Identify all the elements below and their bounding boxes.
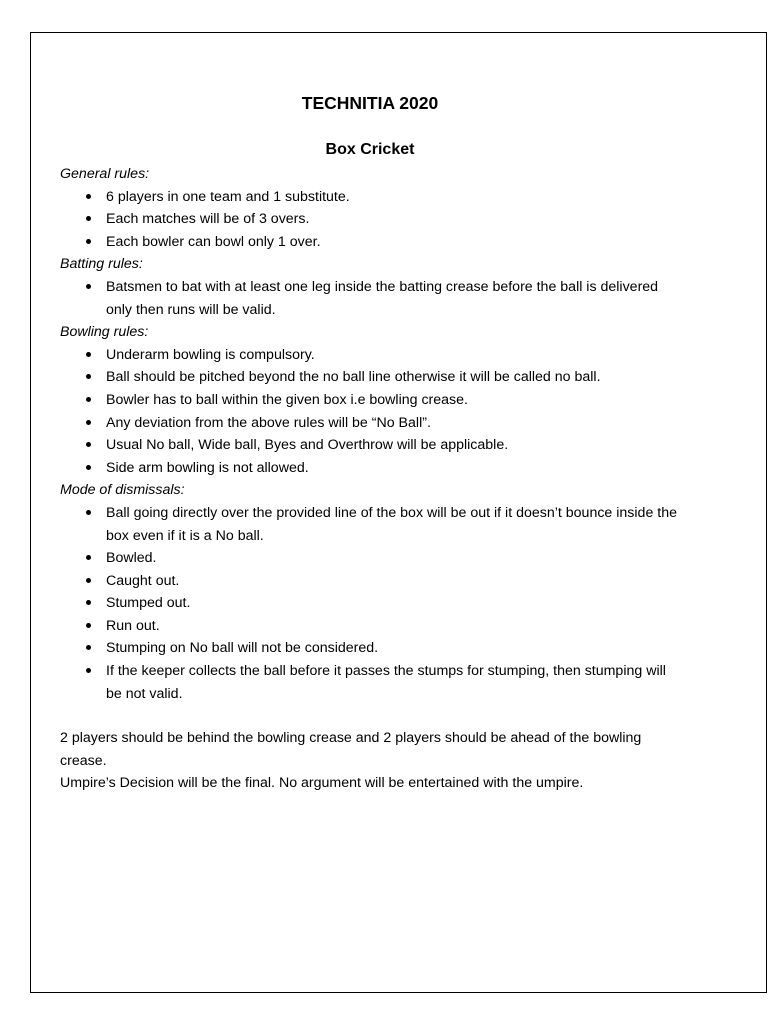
blank-line xyxy=(60,705,680,727)
rule-list-bowling xyxy=(60,344,680,480)
section-heading-dismissals: Mode of dismissals: xyxy=(60,482,185,499)
rule-item: Ball should be pitched beyond the no ball line otherwise it will be called no ball. xyxy=(60,366,680,389)
paragraph-crease-positions: 2 players should be behind the bowling crease and 2 players should be ahead of the bowling crease. xyxy=(60,730,642,769)
rule-list-batting xyxy=(60,276,680,321)
rule-list-general xyxy=(60,186,680,254)
rule-item: Batsmen to bat with at least one leg inside the batting crease before the ball is delivered only then runs will be valid. xyxy=(60,276,680,321)
rule-item: Bowler has to ball within the given box i.e bowling crease. xyxy=(60,389,680,412)
rule-item: Stumping on No ball will not be considered. xyxy=(60,637,680,660)
bullet-icon xyxy=(86,510,91,515)
rule-item: Each matches will be of 3 overs. xyxy=(60,208,680,231)
rule-item: Each bowler can bowl only 1 over. xyxy=(60,231,680,254)
rule-item: Caught out. xyxy=(60,570,680,593)
bullet-icon xyxy=(86,645,91,650)
rule-item: Bowled. xyxy=(60,547,680,570)
bullet-icon xyxy=(86,668,91,673)
bullet-icon xyxy=(86,284,91,289)
document-subtitle: Box Cricket xyxy=(325,141,415,158)
bullet-icon xyxy=(86,623,91,628)
bullet-icon xyxy=(86,442,91,447)
section-heading-general: General rules: xyxy=(60,166,150,182)
section-heading-bowling: Bowling rules: xyxy=(60,324,149,341)
bullet-icon xyxy=(86,374,91,379)
rule-item: Underarm bowling is compulsory. xyxy=(60,344,680,367)
rule-list-dismissals xyxy=(60,502,680,705)
section-heading-batting: Batting rules: xyxy=(60,256,143,273)
rule-item: 6 players in one team and 1 substitute. xyxy=(60,186,680,209)
rule-item: If the keeper collects the ball before it passes the stumps for stumping, then stumping will be not valid. xyxy=(60,660,680,705)
rule-item: Ball going directly over the provided line of the box will be out if it doesn’t bounce inside the box even if it is a No ball. xyxy=(60,502,680,547)
paragraph-umpire-decision: Umpire’s Decision will be the final. No argument will be entertained with the umpire. xyxy=(60,775,584,792)
rule-item: Stumped out. xyxy=(60,592,680,615)
rule-item: Usual No ball, Wide ball, Byes and Overthrow will be applicable. xyxy=(60,434,680,457)
bullet-icon xyxy=(86,555,91,560)
bullet-icon xyxy=(86,465,91,470)
bullet-icon xyxy=(86,194,91,199)
bullet-icon xyxy=(86,239,91,244)
rule-item: Run out. xyxy=(60,615,680,638)
bullet-icon xyxy=(86,216,91,221)
document-title: TECHNITIA 2020 xyxy=(301,93,439,113)
bullet-icon xyxy=(86,352,91,357)
bullet-icon xyxy=(86,600,91,605)
bullet-icon xyxy=(86,397,91,402)
document-body xyxy=(60,92,680,795)
rule-item: Side arm bowling is not allowed. xyxy=(60,457,680,480)
rule-item: Any deviation from the above rules will be “No Ball”. xyxy=(60,412,680,435)
bullet-icon xyxy=(86,420,91,425)
bullet-icon xyxy=(86,578,91,583)
